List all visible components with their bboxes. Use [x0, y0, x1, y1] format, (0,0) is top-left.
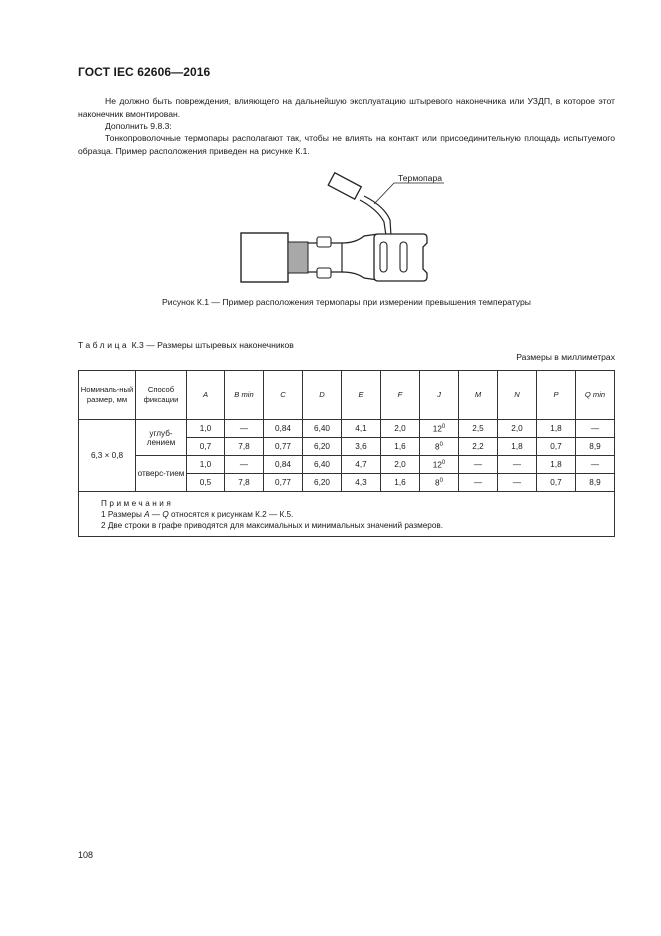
table-title [78, 340, 294, 350]
thermocouple-wire [364, 196, 391, 236]
crimp-tab-bottom [317, 268, 331, 278]
note-1 [101, 509, 614, 520]
page-number: 108 [78, 850, 94, 860]
cell-a: 0,7 [187, 438, 225, 456]
cell-c: 0,84 [264, 456, 303, 474]
note-1-dash: — [149, 510, 163, 519]
header-p: P [537, 371, 576, 420]
cell-q: 8,9 [576, 474, 615, 492]
note-1-suffix: относятся к рисункам К.2 — К.5. [168, 510, 294, 519]
cell-e: 4,3 [342, 474, 381, 492]
cell-c: 0,84 [264, 420, 303, 438]
cell-q: 8,9 [576, 438, 615, 456]
note-1-a: A [144, 510, 150, 519]
header-m: M [459, 371, 498, 420]
header-d: D [303, 371, 342, 420]
cell-j-value: 8 [435, 478, 440, 488]
note-2: 2 Две строки в графе приводятся для максимальных и минимальных значений размеров. [101, 521, 444, 530]
table-row [79, 420, 615, 438]
table-title-rest: К.3 — Размеры штыревых наконечников [129, 340, 294, 350]
cell-c: 0,77 [264, 474, 303, 492]
transition-edge [342, 272, 378, 280]
table-notes-row [79, 492, 615, 537]
size-cell: 6,3 × 0,8 [79, 420, 136, 492]
cell-f: 2,0 [381, 456, 420, 474]
cell-j-value: 12 [432, 460, 442, 470]
cell-m: — [459, 456, 498, 474]
degree-mark: 0 [441, 459, 446, 466]
leader-line [374, 183, 394, 204]
cell-b: 7,8 [225, 474, 264, 492]
header-e: E [342, 371, 381, 420]
figure-caption: Рисунок К.1 — Пример расположения термопары при измерении превышения температуры [162, 297, 531, 307]
paragraph-thermocouple: Тонкопроволочные термопары располагают так, чтобы не влиять на контакт или присоединительную площадь испытуемого образца. Пример расположения приведен на рисунке К.1. [78, 133, 615, 156]
blade-slot [380, 242, 387, 272]
note-1-prefix: 1 Размеры [101, 510, 145, 519]
table-row [79, 456, 615, 474]
cell-b: — [225, 420, 264, 438]
cell-j [420, 456, 459, 474]
cell-n: 2,0 [498, 420, 537, 438]
header-j: J [420, 371, 459, 420]
cell-j-value: 8 [435, 442, 440, 452]
cell-p: 1,8 [537, 456, 576, 474]
paragraph-amendment: Дополнить 9.8.3: [105, 121, 172, 131]
cell-m: — [459, 474, 498, 492]
dimensions-table [78, 370, 615, 537]
cell-a: 1,0 [187, 420, 225, 438]
cell-n: 1,8 [498, 438, 537, 456]
cell-b: — [225, 456, 264, 474]
method-cell: отверс-тием [136, 456, 187, 492]
table-title-word: Таблица [78, 340, 130, 350]
cell-f: 2,0 [381, 420, 420, 438]
method-cell: углуб-лением [136, 420, 187, 456]
cell-f: 1,6 [381, 438, 420, 456]
cell-q: — [576, 456, 615, 474]
cell-p: 0,7 [537, 438, 576, 456]
cell-b: 7,8 [225, 438, 264, 456]
header-method: Способ фиксации [136, 371, 187, 420]
paragraph-damage: Не должно быть повреждения, влияющего на дальнейшую эксплуатацию штыревого наконечника или УЗДП, в которое этот наконечник вмонтирован. [78, 96, 615, 119]
cell-n: — [498, 456, 537, 474]
degree-mark: 0 [439, 441, 443, 448]
notes-title: Примечания [101, 499, 174, 508]
blade-slot [400, 242, 407, 272]
header-f: F [381, 371, 420, 420]
degree-mark: 0 [441, 423, 446, 430]
cell-n: — [498, 474, 537, 492]
header-c: C [264, 371, 303, 420]
thermocouple-label: Термопара [398, 173, 443, 183]
cell-d: 6,40 [303, 420, 342, 438]
thermocouple-wire [360, 200, 386, 236]
cell-m: 2,5 [459, 420, 498, 438]
figure-thermocouple-placement [78, 170, 615, 290]
insulating-sleeve [241, 233, 288, 282]
terminal-drawing [78, 170, 615, 290]
cell-j-value: 12 [432, 424, 442, 434]
degree-mark: 0 [439, 477, 443, 484]
cell-d: 6,20 [303, 438, 342, 456]
header-q: Q min [576, 371, 615, 420]
document-header: ГОСТ IEC 62606—2016 [78, 65, 211, 79]
cell-p: 1,8 [537, 420, 576, 438]
header-b: B min [225, 371, 264, 420]
cell-e: 4,1 [342, 420, 381, 438]
cell-e: 4,7 [342, 456, 381, 474]
header-size: Номиналь-ный размер, мм [79, 371, 136, 420]
cell-d: 6,40 [303, 456, 342, 474]
header-a: A [187, 371, 225, 420]
table-notes [79, 492, 615, 537]
cell-d: 6,20 [303, 474, 342, 492]
cell-f: 1,6 [381, 474, 420, 492]
crimp-tab-top [317, 237, 331, 247]
cell-a: 0,5 [187, 474, 225, 492]
header-n: N [498, 371, 537, 420]
cell-p: 0,7 [537, 474, 576, 492]
cell-e: 3,6 [342, 438, 381, 456]
cell-q: — [576, 420, 615, 438]
cell-j [420, 474, 459, 492]
cell-m: 2,2 [459, 438, 498, 456]
crimp-zone [288, 242, 308, 273]
cell-j [420, 420, 459, 438]
cell-c: 0,77 [264, 438, 303, 456]
cell-j [420, 438, 459, 456]
transition-edge [342, 234, 378, 243]
table-units: Размеры в миллиметрах [516, 352, 615, 362]
table-header-row [79, 371, 615, 420]
cell-a: 1,0 [187, 456, 225, 474]
note-1-q: Q [162, 510, 169, 519]
thermocouple-sensor [328, 173, 361, 199]
